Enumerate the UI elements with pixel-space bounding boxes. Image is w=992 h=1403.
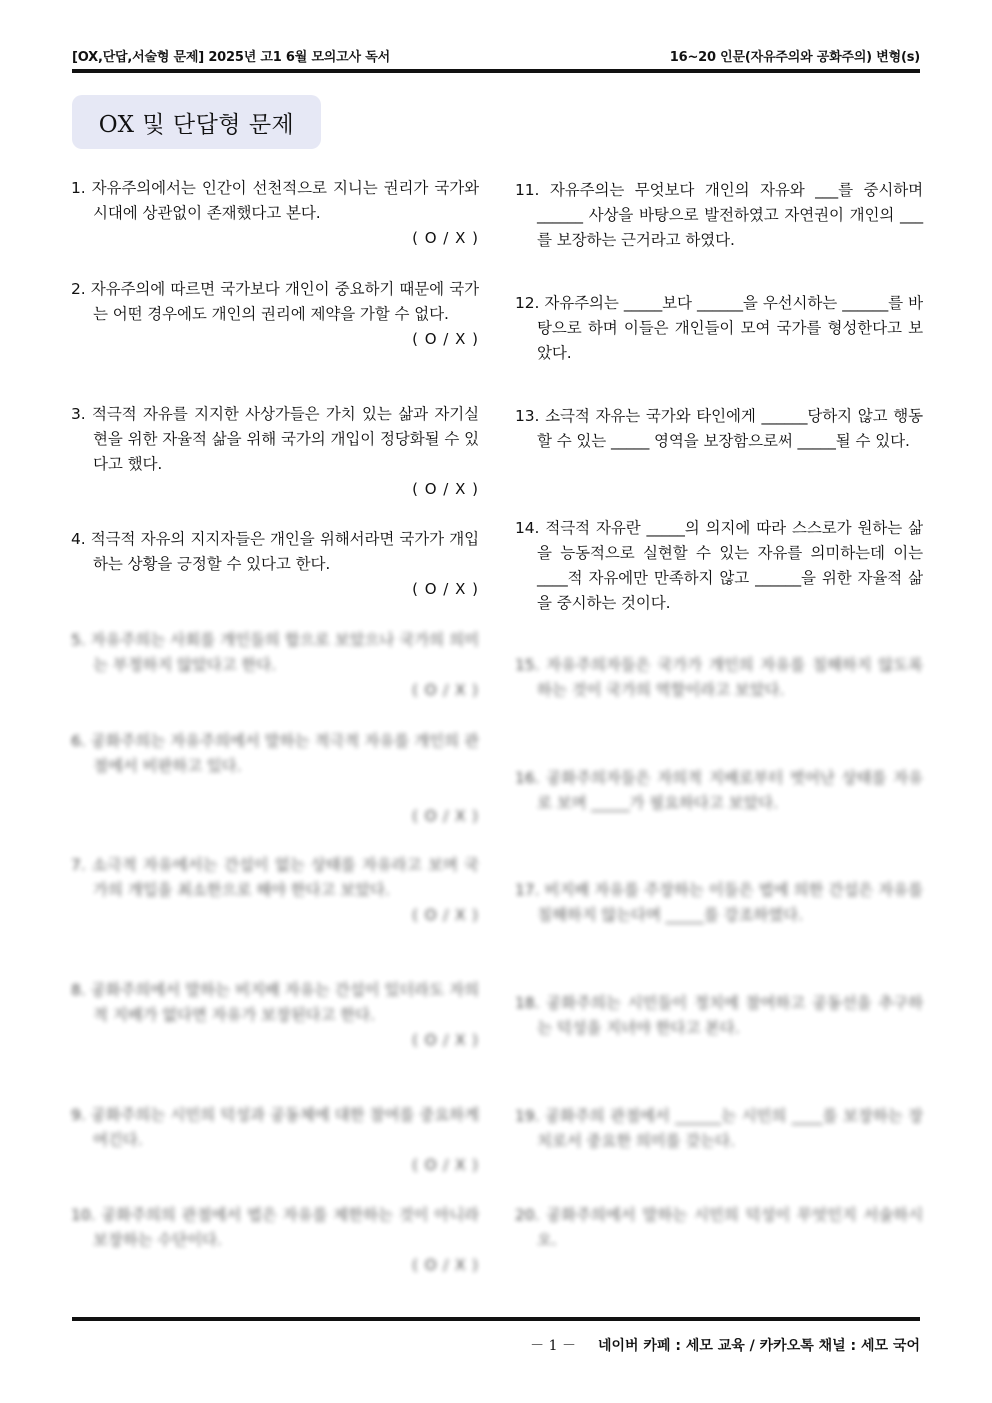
- question-text: 8. 공화주의에서 말하는 비지배 자유는 간섭이 있더라도 자의적 지배가 없다면 자유가 보장된다고 한다.: [71, 981, 479, 1024]
- question-text: 15. 자유주의자들은 국가가 개인의 자유를 침해하지 않도록 하는 것이 국가의 역할이라고 보았다.: [515, 656, 923, 699]
- ox-answer-choice: ( O / X ): [412, 1156, 479, 1174]
- question-15: [515, 653, 923, 703]
- question-17: [515, 878, 923, 928]
- footer-contact-info: 네이버 카페 : 세모 교육 / 카카오톡 채널 : 세모 국어: [597, 1338, 920, 1354]
- question-14: [515, 516, 923, 616]
- ox-answer-choice: ( O / X ): [412, 807, 479, 825]
- question-text: 10. 공화주의의 관점에서 법은 자유를 제한하는 것이 아니라 보장하는 수단이다.: [71, 1206, 479, 1249]
- ox-answer-choice: ( O / X ): [412, 1031, 479, 1049]
- ox-answer-choice: ( O / X ): [412, 580, 479, 598]
- question-text: 16. 공화주의자들은 자의적 지배로부터 벗어난 상태를 자유로 보며 _____가 필요하다고 보았다.: [515, 769, 923, 812]
- question-text: 1. 자유주의에서는 인간이 선천적으로 지니는 권리가 국가와 시대에 상관없이 존재했다고 본다.: [71, 179, 479, 222]
- footer-divider: [72, 1317, 920, 1321]
- question-2: [71, 277, 479, 352]
- question-text: 18. 공화주의는 시민들이 정치에 참여하고 공동선을 추구하는 덕성을 지녀야 한다고 본다.: [515, 994, 923, 1037]
- question-1: [71, 176, 479, 251]
- question-text: 17. 비지배 자유를 주장하는 이들은 법에 의한 간섭은 자유를 침해하지 않는다며 _____를 강조하였다.: [515, 881, 923, 924]
- question-19: [515, 1104, 923, 1154]
- question-4: [71, 527, 479, 602]
- section-title: OX 및 단답형 문제: [98, 111, 295, 138]
- question-16: [515, 766, 923, 816]
- question-20: [515, 1203, 923, 1253]
- question-text: 2. 자유주의에 따르면 국가보다 개인이 중요하기 때문에 국가는 어떤 경우에도 개인의 권리에 제약을 가할 수 없다.: [71, 280, 479, 323]
- ox-answer-choice: ( O / X ): [412, 906, 479, 924]
- ox-answer-choice: ( O / X ): [412, 1256, 479, 1274]
- ox-answer-choice: ( O / X ): [412, 681, 479, 699]
- ox-answer-choice: ( O / X ): [412, 330, 479, 348]
- ox-answer-choice: ( O / X ): [412, 480, 479, 498]
- question-text: 9. 공화주의는 시민의 덕성과 공동체에 대한 참여를 중요하게 여긴다.: [71, 1106, 479, 1149]
- page-footer: [530, 1335, 920, 1355]
- question-13: [515, 404, 923, 454]
- question-text: 13. 소극적 자유는 국가와 타인에게 ______당하지 않고 행동할 수 있는 _____ 영역을 보장함으로써 _____될 수 있다.: [515, 407, 923, 450]
- question-8: [71, 978, 479, 1053]
- question-text: 6. 공화주의는 자유주의에서 말하는 적극적 자유를 개인의 관점에서 비판하고 있다.: [71, 732, 479, 775]
- question-11: [515, 178, 923, 253]
- question-5: [71, 628, 479, 703]
- question-text: 14. 적극적 자유란 _____의 의지에 따라 스스로가 원하는 삶을 능동적으로 실현할 수 있는 자유를 의미하는데 이는 ____적 자유에만 만족하지 않고 ______을 위한 자율적 삶을 중시하는 것이다.: [515, 519, 923, 612]
- header-title-right: 16~20 인문(자유주의와 공화주의) 변형(s): [669, 49, 920, 65]
- question-text: 19. 공화주의 관점에서 ______는 시민의 ____를 보장하는 장치로서 중요한 의미를 갖는다.: [515, 1107, 923, 1150]
- section-title-box: [72, 95, 321, 149]
- question-10: [71, 1203, 479, 1278]
- header-title-left: [OX,단답,서술형 문제] 2025년 고1 6월 모의고사 독서: [72, 49, 390, 65]
- question-3: [71, 402, 479, 502]
- page-number: － 1 －: [530, 1338, 576, 1354]
- question-text: 4. 적극적 자유의 지지자들은 개인을 위해서라면 국가가 개입하는 상황을 긍정할 수 있다고 한다.: [71, 530, 479, 573]
- question-7: [71, 853, 479, 928]
- question-text: 11. 자유주의는 무엇보다 개인의 자유와 ___를 중시하며 ______ 사상을 바탕으로 발전하였고 자연권이 개인의 ___를 보장하는 근거라고 하였다.: [515, 181, 923, 249]
- question-12: [515, 291, 923, 366]
- question-9: [71, 1103, 479, 1178]
- question-text: 5. 자유주의는 사회를 개인들의 합으로 보았으나 국가의 의미는 부정하지 않았다고 한다.: [71, 631, 479, 674]
- question-6: [71, 729, 479, 829]
- header-divider: [72, 69, 920, 73]
- question-text: 12. 자유주의는 _____보다 ______을 우선시하는 ______를 바탕으로 하며 이들은 개인들이 모여 국가를 형성한다고 보았다.: [515, 294, 923, 362]
- question-text: 7. 소극적 자유에서는 간섭이 없는 상태를 자유라고 보며 국가의 개입을 최소한으로 해야 한다고 보았다.: [71, 856, 479, 899]
- page-header: [72, 44, 920, 66]
- question-18: [515, 991, 923, 1041]
- question-text: 3. 적극적 자유를 지지한 사상가들은 가치 있는 삶과 자기실현을 위한 자율적 삶을 위해 국가의 개입이 정당화될 수 있다고 했다.: [71, 405, 479, 473]
- ox-answer-choice: ( O / X ): [412, 229, 479, 247]
- question-text: 20. 공화주의에서 말하는 시민의 덕성이 무엇인지 서술하시오.: [515, 1206, 923, 1249]
